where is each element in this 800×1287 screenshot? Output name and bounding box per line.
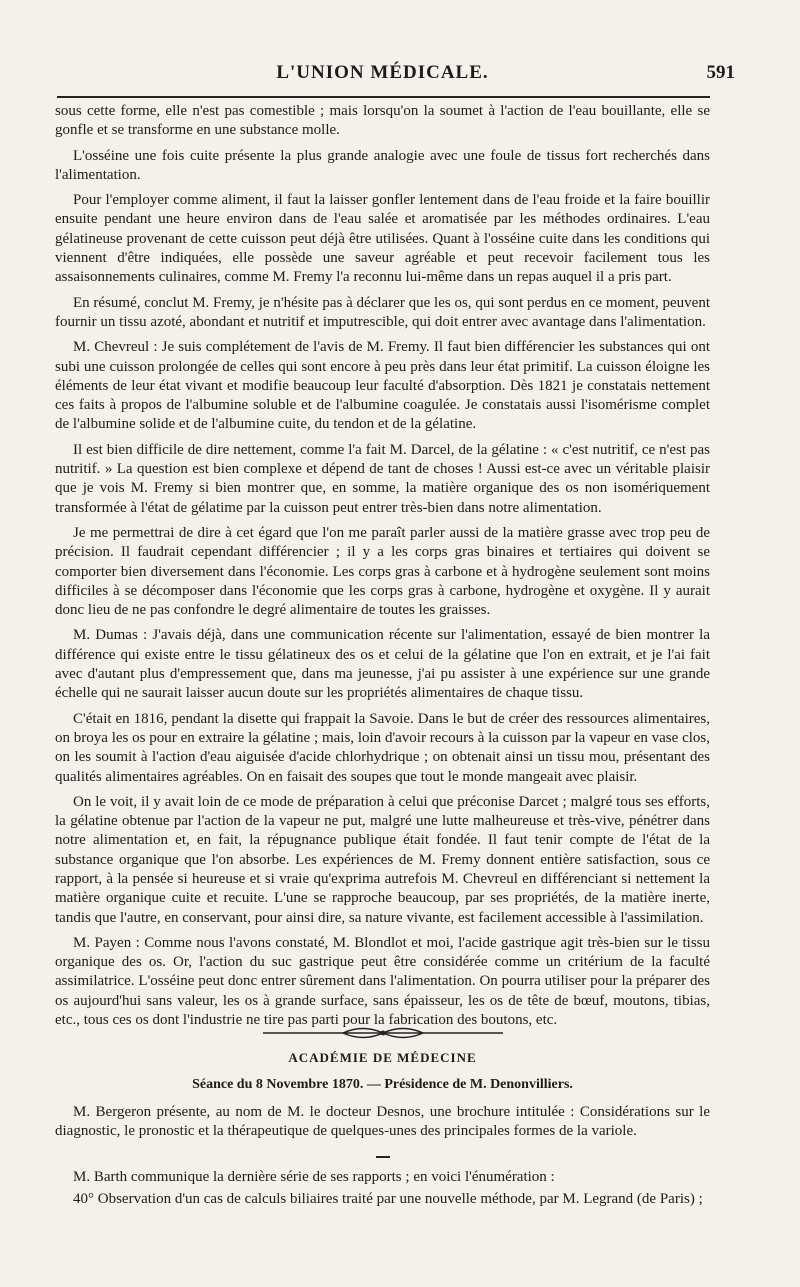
paragraph-dumas: M. Dumas : J'avais déjà, dans une communication récente sur l'alimentation, essayé de bien montrer la différence qui existe entre le tissu gélatineux des os et celui de la gélatine que l'on en extrait, et je l'ai fait avec d'autant plus d'empressement que, dans ma jeunesse, j'ai pu assister à une expérience sur une grande échelle qui ne saurait laisser aucun doute sur les propriétés alimentaires de chaque tissu. <box>55 627 710 702</box>
paragraph: Il est bien difficile de dire nettement, comme l'a fait M. Darcel, de la gélatine : « c'est nutritif, ce n'est pas nutritif. » La question est bien complexe et dépend de tant de choses ! Aussi est-ce avec un véritable plaisir que je vois M. Fremy si bien montrer que, en somme, la matière organique des os non isomériquement transformée à l'état de gélatime par la cuisson peut entrer très-bien dans notre alimentation. <box>55 441 710 516</box>
academy-section <box>55 1020 710 1209</box>
running-title: L'UNION MÉDICALE. <box>276 62 489 83</box>
paragraph-bergeron: M. Bergeron présente, au nom de M. le docteur Desnos, une brochure intitulée : Considérations sur le diagnostic, le pronostic et la thérapeutique de quelques-unes des principales formes de la variole. <box>55 1103 710 1139</box>
paragraph: En résumé, conclut M. Fremy, je n'hésite pas à déclarer que les os, qui sont perdus en ce moment, peuvent fournir un tissu azoté, abondant et nutritif et imputrescible, qui doit entrer avec avantage dans l'alimentation. <box>55 294 710 330</box>
paragraph: Pour l'employer comme aliment, il faut la laisser gonfler lentement dans de l'eau froide et la faire bouillir ensuite pendant une heure environ dans de l'eau salée et aromatisée par les méthodes ordinaires. L'eau gélatineuse provenant de cette cuisson peut déjà être utilisées. Quant à l'osséine cuite dans les conditions qui viennent d'être indiquées, elle possède une saveur agréable et peut recevoir facilement tous les assaisonnements culinaires, comme M. Fremy l'a reconnu lui-même dans un repas auquel il a pris part. <box>55 192 710 286</box>
short-dash-divider <box>55 1145 710 1164</box>
section-heading: ACADÉMIE DE MÉDECINE <box>288 1050 477 1065</box>
paragraph-payen: M. Payen : Comme nous l'avons constaté, M. Blondlot et moi, l'acide gastrique agit très-bien sur le tissu organique des os. Or, l'action du suc gastrique peut être considérée comme un critérium de la faculté assimilatrice. L'osséine peut donc entrer sûrement dans l'alimentation. On pourra utiliser pour la préparer des os aujourd'hui sans valeur, les os à grande surface, sans épaisseur, les os de tête de bœuf, moutons, tibias, etc., tous ces os dont l'industrie ne tire pas parti pour la fabrication des boutons, etc. <box>55 934 710 1029</box>
paragraph: Je me permettrai de dire à cet égard que l'on me paraît parler aussi de la matière grasse avec trop peu de précision. Il faudrait cependant différencier ; il y a les corps gras binaires et tertiaires qui doivent se comporter bien diversement dans l'économie. Les corps gras à carbone et à hydrogène seulement sont moins difficiles à se décomposer dans l'économie que les corps gras à carbone, hydrogène et oxygène. Il y aurait donc lieu de ne pas confondre le degré alimentaire de toutes les graisses. <box>55 524 710 619</box>
paragraph: L'osséine une fois cuite présente la plus grande analogie avec une foule de tissus fort recherchés dans l'alimentation. <box>55 147 710 183</box>
paragraph-barth: M. Barth communique la dernière série de ses rapports ; en voici l'énumération : <box>73 1169 555 1186</box>
page-header <box>55 62 735 94</box>
paragraph: sous cette forme, elle n'est pas comestible ; mais lorsqu'on la soumet à l'action de l'eau bouillante, elle se gonfle et se transforme en une substance molle. <box>55 103 710 139</box>
paragraph-chevreul: M. Chevreul : Je suis complétement de l'avis de M. Fremy. Il faut bien différencier les substances qui ont subi une cuisson prolongée de celles qui sont encore à peu près dans leur état primitif. La cuisson éloigne les éléments de leur état vivant et modifie beaucoup leur faculté d'absorption. Dès 1821 je constatais nettement ces faits à propos de l'albumine soluble et de l'albumine coagulée. Je constatais aussi l'isomérisme complet de l'albumine solide et de l'albumine cuite, du tendon et de la gélatine. <box>55 339 710 433</box>
paragraph: C'était en 1816, pendant la disette qui frappait la Savoie. Dans le but de créer des ressources alimentaires, on broya les os pour en extraire la gélatine ; mais, loin d'avoir recours à la cuisson par la vapeur en vase clos, on les soumit à l'action d'eau aiguisée d'acide chlorhydrique ; on obtenait ainsi un tissu mou, présentant des qualités alimentaires agréables. On en faisait des soupes que tout le monde mangeait avec plaisir. <box>55 710 710 785</box>
ornament-divider <box>55 1024 710 1046</box>
page-number: 591 <box>706 62 735 83</box>
list-item: 40° Observation d'un cas de calculs biliaires traité par une nouvelle méthode, par M. Legrand (de Paris) ; <box>73 1190 703 1207</box>
header-rule <box>57 96 710 98</box>
article-body <box>55 102 710 1036</box>
paragraph: On le voit, il y avait loin de ce mode de préparation à celui que préconise Darcet ; malgré tous ses efforts, la gélatine obtenue par l'action de la vapeur ne put, malgré une lutte malheureuse et très-vive, pénétrer dans notre alimentation et, en fait, la répugnance publique était fondée. Il faut tenir compte de l'état de la substance organique que l'on absorbe. Les expériences de M. Fremy donnent entière satisfaction, sous ce rapport, à la pensée si heureuse et si vraie qu'exprima autrefois M. Chevreul en différenciant si nettement la matière organique cuite et recuite. L'une se rapproche beaucoup, par ses propriétés, de la matière inerte, tandis que l'autre, en conservant, pour ainsi dire, sa nature vivante, est facilement accessible à l'assimilation. <box>55 793 710 926</box>
session-line: Séance du 8 Novembre 1870. — Présidence de M. Denonvilliers. <box>192 1077 573 1093</box>
